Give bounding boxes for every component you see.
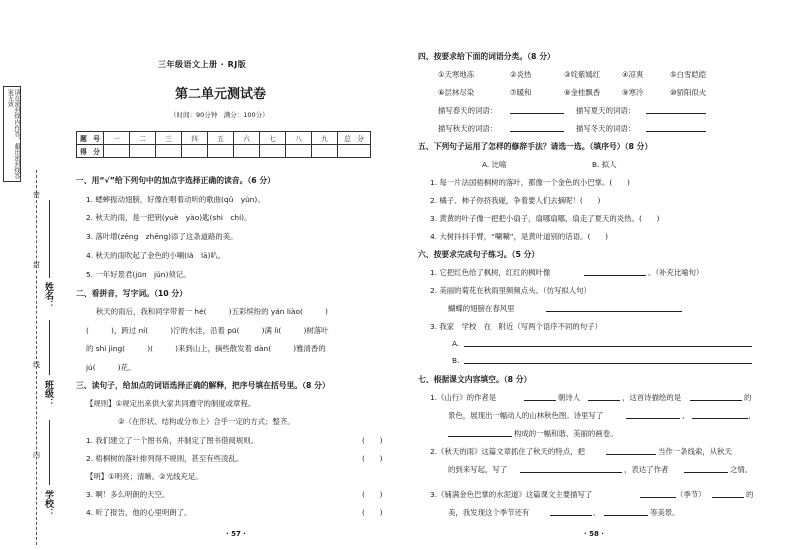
answer-blank[interactable] — [520, 472, 622, 473]
exam-meta: （时间：90分钟 满分：100分） — [170, 111, 269, 119]
page-number: · 58 · — [584, 530, 604, 538]
s7-text: 的到来写起，写了 — [448, 465, 508, 474]
answer-blank[interactable] — [690, 400, 742, 401]
s7-text: 、 — [682, 411, 690, 420]
table-cell: 二 — [130, 132, 156, 145]
score-cell[interactable] — [208, 145, 234, 158]
table-cell: 四 — [182, 132, 208, 145]
answer-blank[interactable] — [510, 113, 564, 114]
s7-text: （季节） — [676, 490, 706, 499]
answer-blank[interactable] — [626, 418, 680, 419]
s2-line: ( )，跨过 ní( )泞的水洼，沿着 pū( )满 lì( )树落叶 — [86, 326, 329, 335]
answer-line[interactable] — [464, 346, 752, 347]
s7-text: 构成的一幅和谐、美丽的画卷。 — [514, 429, 618, 438]
s7-text: ，表达了作者 — [624, 465, 669, 474]
answer-paren[interactable]: ( ) — [362, 508, 383, 517]
score-table-header — [77, 132, 371, 145]
class-field[interactable] — [49, 320, 50, 375]
s2-line: 的 shí jìng( )( )来到山上，摘些散发着 dàn( )雅清香的 — [86, 344, 326, 353]
s3-line: 3. 啊！多么明朗的天空。 — [86, 490, 170, 499]
page-title: 第二单元测试卷 — [175, 87, 267, 102]
blank-label: 描写秋天的词语： — [438, 124, 498, 133]
s5-item: 1. 每一片法国梧桐树的落叶，都像一个金色的小巴掌。( ) — [430, 178, 630, 187]
answer-blank[interactable] — [588, 400, 620, 401]
s7-text: 美，我发现这个季节还有 — [448, 508, 530, 517]
table-cell: 九 — [312, 132, 338, 145]
s7-text: 朝诗人 — [558, 393, 581, 402]
word-option: ④凉爽 — [622, 70, 644, 79]
score-table-row — [77, 145, 371, 158]
s5-item: 2. 橘子、柿子你挤我碰，争着要人们去摘呢！( ) — [430, 196, 601, 205]
score-cell[interactable] — [338, 145, 371, 158]
table-cell: 总 分 — [338, 132, 371, 145]
s7-text: ，这首诗描绘的是 — [622, 393, 682, 402]
s1-item: 1. 蟋蟀振动翅膀，好像在唱着动听的歌曲(qǔ yùn)。 — [86, 195, 265, 204]
answer-blank[interactable] — [646, 113, 706, 114]
answer-blank[interactable] — [606, 454, 656, 455]
s3-line: 1. 我们建立了一个图书角，并制定了图书借阅规则。 — [86, 436, 258, 445]
answer-paren[interactable]: ( ) — [362, 454, 383, 463]
s6-item: 2. 美丽的菊花在秋雨里频频点头。（仿写拟人句） — [430, 286, 591, 295]
answer-line[interactable] — [464, 363, 752, 364]
section-6-title: 六、按要求完成句子练习。（5 分） — [418, 250, 540, 259]
score-cell[interactable] — [104, 145, 130, 158]
score-cell[interactable] — [312, 145, 338, 158]
class-label: 班级： — [43, 380, 53, 407]
answer-blank[interactable] — [646, 131, 706, 132]
name-label: 姓名： — [43, 282, 53, 309]
book-title: 三年级语文上册 · RJ版 — [158, 60, 247, 69]
option-label: A. 比喻 — [482, 160, 507, 169]
table-cell: 七 — [260, 132, 286, 145]
s6-item: 蝴蝶的翅膀在春风里 — [448, 304, 515, 313]
word-option: ⑤白雪皑皑 — [670, 70, 707, 79]
s7-text: 、 — [593, 508, 601, 517]
s7-text: 之情。 — [730, 465, 753, 474]
s5-item: 4. 大树抖抖手臂，“唰唰”，是黄叶道别的话语。( ) — [430, 232, 609, 241]
answer-paren[interactable]: ( ) — [362, 436, 383, 445]
answer-blank[interactable] — [640, 497, 676, 498]
s1-item: 2. 秋天的雨，是一把钥(yuè yào)匙(shi chí)。 — [86, 213, 252, 222]
word-option: ⑨寒冷 — [622, 88, 644, 97]
s2-line: 秋天的雨后，我和同学带着一 hé( )五彩缤纷的 yán liào( ) — [96, 307, 328, 316]
seal-word: 密 — [33, 191, 40, 199]
table-cell: 八 — [286, 132, 312, 145]
answer-blank[interactable] — [684, 472, 728, 473]
score-cell[interactable] — [182, 145, 208, 158]
s3-line: 【规则】①规定出来供大家共同遵守的制度或章程。 — [86, 399, 256, 408]
answer-blank[interactable] — [712, 497, 744, 498]
s7-text: 的 — [746, 490, 754, 499]
binding-strip — [0, 0, 62, 550]
s7-text: 景色，展现出一幅动人的山林秋色图。诗里写了 — [448, 411, 604, 420]
answer-blank[interactable] — [550, 515, 592, 516]
answer-blank[interactable] — [604, 515, 648, 516]
s7-text: 2.《秋天的雨》这篇文章抓住了秋天的特点，把 — [430, 447, 585, 456]
score-table — [76, 131, 371, 158]
answer-blank[interactable] — [510, 131, 564, 132]
score-cell[interactable] — [130, 145, 156, 158]
section-4-title: 四、按要求给下面的词语分类。（8 分） — [418, 52, 555, 61]
score-cell[interactable] — [286, 145, 312, 158]
table-cell: 五 — [208, 132, 234, 145]
s7-text: 的 — [744, 393, 752, 402]
answer-blank[interactable] — [448, 436, 512, 437]
s3-line: ②（在形状、结构或分布上）合乎一定的方式；整齐。 — [118, 417, 295, 426]
s7-text: 、 — [748, 411, 756, 420]
table-cell: 一 — [104, 132, 130, 145]
blank-label: 描写春天的词语： — [438, 106, 498, 115]
seal-word: 内 — [33, 451, 40, 459]
section-1-title: 一、用“√”给下列句中的加点字选择正确的读音。（6 分） — [76, 176, 276, 185]
school-label: 学校： — [43, 490, 53, 517]
word-option: ⑩骄阳似火 — [670, 88, 707, 97]
section-5-title: 五、下列句子运用了怎样的修辞手法？请选一选。（填序号）（8 分） — [418, 142, 653, 151]
table-cell: 三 — [156, 132, 182, 145]
answer-blank[interactable] — [546, 311, 682, 312]
table-cell: 得 分 — [77, 145, 104, 158]
s3-line: 2. 梧桐树的落叶排列得不规则，甚至有些凌乱。 — [86, 454, 244, 463]
s7-text: 1.《山行》的作者是 — [430, 393, 497, 402]
word-option: ⑦暖和 — [510, 88, 532, 97]
page-number: · 57 · — [226, 530, 246, 538]
score-cell[interactable] — [156, 145, 182, 158]
blank-label: 描写夏天的词语： — [576, 106, 636, 115]
s7-text: 当作一条线索，从秋天 — [658, 447, 732, 456]
section-3-title: 三、读句子，给加点的词语选择正确的解释，把序号填在括号里。（8 分） — [76, 381, 330, 390]
score-cell[interactable] — [234, 145, 260, 158]
s1-item: 4. 秋天的雨吹起了金色的小喇(lǎ lā)叭。 — [86, 251, 226, 260]
section-2-title: 二、看拼音，写字词。（10 分） — [76, 289, 188, 298]
section-7-title: 七、根据课文内容填空。（8 分） — [418, 375, 532, 384]
s2-line: jú( )花。 — [86, 363, 136, 372]
blank-label: 描写冬天的词语： — [576, 124, 636, 133]
s5-item: 3. 黄黄的叶子像一把把小扇子，扇哪扇哪，扇走了夏天的炎热。( ) — [430, 214, 660, 223]
answer-paren[interactable]: ( ) — [362, 490, 383, 499]
option-label: B. 拟人 — [592, 160, 617, 169]
word-option: ③姹紫嫣红 — [564, 70, 601, 79]
s1-item: 3. 落叶增(zēng zhēng)添了这条道路的美。 — [86, 232, 238, 241]
school-field[interactable] — [49, 420, 50, 485]
s1-item: 5. 一年好景君(jūn jǔn)须记。 — [86, 270, 191, 279]
s6-item: 。（补充比喻句） — [648, 268, 704, 277]
seal-word: 封 — [33, 261, 40, 269]
s7-text: 3.《铺满金色巴掌的水泥道》这篇课文主要描写了 — [430, 490, 593, 499]
word-option: ⑥层林尽染 — [438, 88, 475, 97]
table-cell: 六 — [234, 132, 260, 145]
word-option: ①天寒地冻 — [438, 70, 475, 79]
seal-dash-line — [36, 170, 37, 545]
s6-item: A. — [452, 339, 460, 348]
table-cell: 题 号 — [77, 132, 104, 145]
s6-item: 1. 它把红色给了枫树，红红的枫叶像 — [430, 268, 551, 277]
s7-text: 等美景。 — [650, 508, 680, 517]
answer-blank[interactable] — [692, 418, 748, 419]
word-option: ②炎热 — [510, 70, 532, 79]
s6-item: 3. 我家 学校 在 附近（写两个语序不同的句子） — [430, 322, 602, 331]
word-option: ⑧金桂飘香 — [564, 88, 601, 97]
answer-blank[interactable] — [584, 275, 646, 276]
seal-word: 线 — [33, 361, 40, 369]
s3-line: 4. 听了报告，他的心里明朗了。 — [86, 508, 192, 517]
s3-line: 【明】①明亮；清晰。②光线充足。 — [86, 472, 203, 481]
binding-notice: 请在密封线内作答，超出密封线答案无效 — [3, 86, 21, 182]
s6-item: B. — [452, 356, 460, 365]
name-field[interactable] — [49, 200, 50, 278]
answer-blank[interactable] — [524, 400, 556, 401]
score-cell[interactable] — [260, 145, 286, 158]
